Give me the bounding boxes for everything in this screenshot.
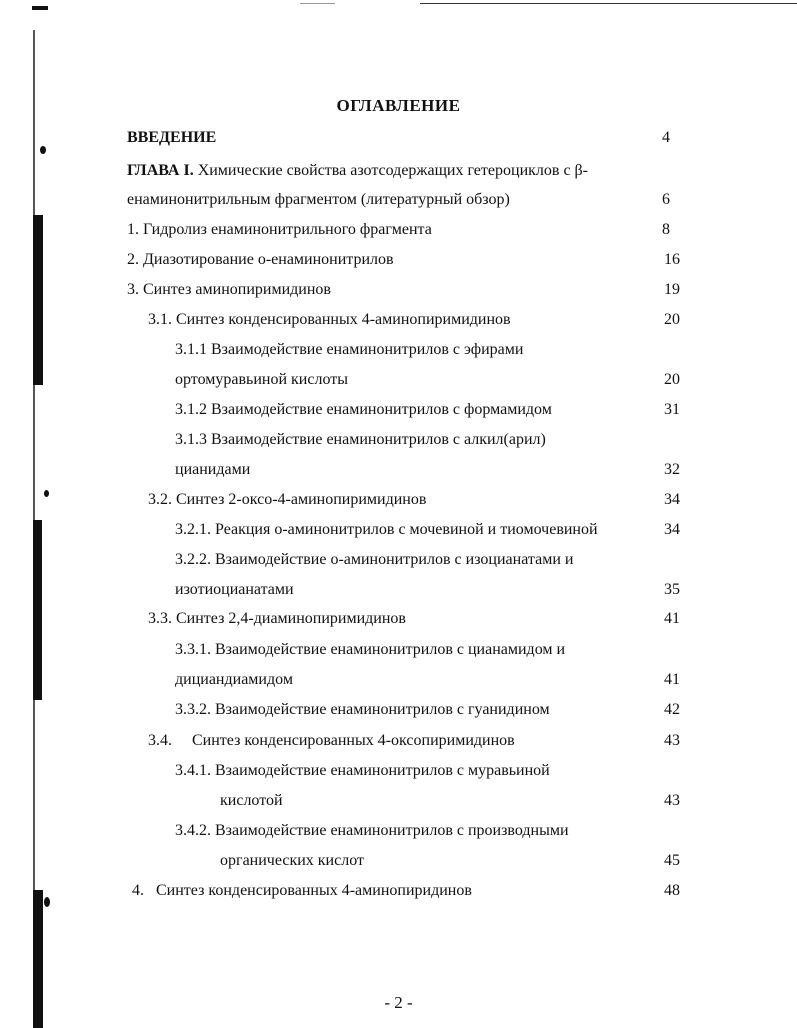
toc-entry-label: Химические свойства азотсодержащих гетероциклов с β- [193,162,589,179]
toc-entry-page: 32 [664,461,680,478]
toc-title: ОГЛАВЛЕНИЕ [336,96,461,115]
toc-entry-label: цианидами [175,461,251,478]
toc-entry-page: 41 [664,610,680,627]
toc-entry-label: енаминонитрильным фрагментом (литературный обзор) [127,191,510,208]
toc-entry-label: изотиоцианатами [175,581,294,598]
toc-entry-label: 3.3.1. Взаимодействие енаминонитрилов с цианамидом и [175,641,566,658]
toc-entry-label: 3.4.2. Взаимодействие енаминонитрилов с производными [175,822,569,839]
toc-entry-page: 31 [664,401,680,418]
toc-entry-label: 3.1.1 Взаимодействие енаминонитрилов с эфирами [175,341,524,358]
toc-entry-label: 3.1. Синтез конденсированных 4-аминопиримидинов [148,311,511,328]
toc-entry-page: 43 [664,792,680,809]
toc-entry-label: 2. Диазотирование о-енаминонитрилов [127,251,394,268]
toc-entry-label: ВВЕДЕНИЕ [127,129,217,146]
toc-entry-page: 34 [664,521,680,538]
toc-entry-label: 3.1.2 Взаимодействие енаминонитрилов с формамидом [175,401,552,418]
toc-entry-label: органических кислот [220,852,364,869]
toc-entry-label: 3.2. Синтез 2-оксо-4-аминопиримидинов [148,491,427,508]
toc-entry-page: 41 [664,671,680,688]
toc-entry-label: 3.2.1. Реакция о-аминонитрилов с мочевиной и тиомочевиной [175,521,598,538]
toc-entry-label: 3.4.1. Взаимодействие енаминонитрилов с муравьиной [175,762,550,779]
scan-artifact [44,897,50,907]
chapter-label: ГЛАВА I. [127,162,194,179]
scan-artifact [44,490,49,497]
toc-entry-page: 45 [664,852,680,869]
scan-artifact [33,215,43,385]
toc-entry-page: 42 [664,701,680,718]
toc-entry-page: 4 [662,129,670,146]
toc-entry-page: 20 [664,371,680,388]
scan-artifact [33,520,42,700]
toc-entry-page: 16 [664,251,680,268]
toc-entry-page: 48 [664,882,680,899]
toc-entry-label: ортомуравьиной кислоты [175,371,348,388]
scan-artifact [40,146,46,154]
toc-entry-label: кислотой [220,792,283,809]
toc-entry-page: 20 [664,311,680,328]
toc-entry-label: 1. Гидролиз енаминонитрильного фрагмента [127,221,432,238]
toc-entry-label: 3.3.2. Взаимодействие енаминонитрилов с гуанидином [175,701,550,718]
toc-entry-label: 4. Синтез конденсированных 4-аминопиридинов [132,882,472,899]
scan-artifact [32,6,48,10]
toc-entry-label: 3.3. Синтез 2,4-диаминопиримидинов [148,610,406,627]
toc-entry [127,161,588,181]
toc-entry-label: 3.2.2. Взаимодействие о-аминонитрилов с изоцианатами и [175,551,574,568]
toc-entry-label: 3. Синтез аминопиримидинов [127,281,331,298]
toc-entry-page: 34 [664,491,680,508]
scan-artifact [300,3,335,4]
toc-entry-page: 35 [664,581,680,598]
toc-entry-page: 8 [662,221,670,238]
toc-entry-label: 3.1.3 Взаимодействие енаминонитрилов с алкил(арил) [175,431,546,448]
toc-entry-page: 6 [662,191,670,208]
toc-entry-page: 43 [664,732,680,749]
toc-entry-label: 3.4. Синтез конденсированных 4-оксопиримидинов [148,732,515,749]
page-number: - 2 - [384,993,413,1012]
scan-artifact [420,3,797,4]
toc-entry-page: 19 [664,281,680,298]
toc-entry-label: дициандиамидом [175,671,293,688]
